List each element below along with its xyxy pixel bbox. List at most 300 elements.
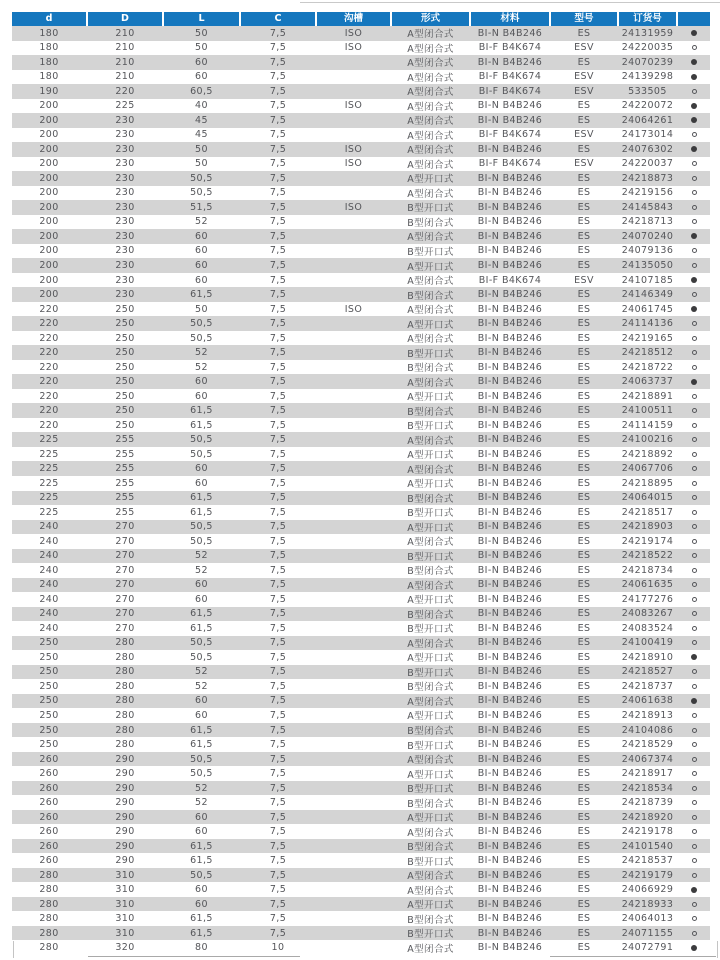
table-row (12, 244, 710, 259)
cell-form: A型开口式 (407, 769, 454, 781)
col-header-C: C (241, 12, 315, 26)
cell-d: 220 (39, 318, 59, 330)
cell-C: 7,5 (269, 680, 287, 692)
cell-d: 260 (39, 797, 59, 809)
cell-model: ES (577, 927, 591, 939)
cell-form: B型开口式 (407, 784, 454, 796)
availability-dot-icon (692, 45, 697, 50)
cell-availability (678, 897, 710, 912)
cell-model: ES (577, 579, 591, 591)
cell-C: 7,5 (269, 361, 287, 373)
cell-order-number: 24071155 (621, 927, 674, 939)
cell-order-number: 24218722 (621, 361, 674, 373)
availability-dot-icon (692, 568, 697, 573)
cell-C: 7,5 (269, 869, 287, 881)
availability-dot-icon (692, 582, 697, 587)
availability-dot-icon (691, 146, 697, 152)
cell-D: 290 (115, 797, 135, 809)
availability-dot-icon (692, 452, 697, 457)
cell-model: ES (577, 622, 591, 634)
cell-D: 225 (115, 100, 135, 112)
cell-C: 7,5 (269, 884, 287, 896)
cell-availability (678, 186, 710, 201)
cell-order-number: 24061635 (621, 579, 674, 591)
cell-order-number: 24100216 (621, 434, 674, 446)
cell-C: 7,5 (269, 100, 287, 112)
cell-D: 290 (115, 768, 135, 780)
cell-C: 7,5 (269, 840, 287, 852)
cell-material: BI-N B4B246 (477, 680, 543, 692)
cell-form: B型开口式 (407, 624, 454, 636)
cell-C: 7,5 (269, 651, 287, 663)
availability-dot-icon (692, 466, 697, 471)
cell-model: ES (577, 608, 591, 620)
availability-dot-icon (691, 306, 697, 312)
cell-groove (317, 781, 390, 796)
cell-L: 50,5 (190, 637, 213, 649)
cell-order-number: 24218529 (621, 739, 674, 751)
cell-C: 7,5 (269, 172, 287, 184)
cell-L: 50,5 (190, 332, 213, 344)
table-row (12, 389, 710, 404)
cell-C: 7,5 (269, 289, 287, 301)
cell-d: 225 (39, 463, 59, 475)
cell-d: 200 (39, 274, 59, 286)
cell-model: ES (577, 898, 591, 910)
cell-availability (678, 520, 710, 535)
cell-L: 60 (195, 376, 208, 388)
table-row (12, 316, 710, 331)
cell-availability (678, 723, 710, 738)
table-row (12, 142, 710, 157)
cell-D: 280 (115, 651, 135, 663)
cell-D: 250 (115, 332, 135, 344)
cell-order-number: 24114159 (621, 419, 674, 431)
cell-d: 280 (39, 927, 59, 939)
cell-L: 50,5 (190, 521, 213, 533)
cell-material: BI-N B4B246 (477, 564, 543, 576)
cell-D: 270 (115, 579, 135, 591)
availability-dot-icon (692, 219, 697, 224)
cell-order-number: 24145843 (621, 201, 674, 213)
table-row (12, 26, 710, 41)
table-row (12, 679, 710, 694)
table-row (12, 665, 710, 680)
cell-order-number: 24107185 (621, 274, 674, 286)
cell-model: ES (577, 797, 591, 809)
table-row (12, 926, 710, 941)
cell-D: 280 (115, 666, 135, 678)
cell-L: 52 (195, 550, 208, 562)
cell-d: 180 (39, 71, 59, 83)
cell-L: 52 (195, 361, 208, 373)
table-row (12, 374, 710, 389)
cell-groove: ISO (344, 100, 363, 112)
cell-d: 280 (39, 869, 59, 881)
table-row (12, 403, 710, 418)
cell-d: 225 (39, 506, 59, 518)
cell-groove (317, 897, 390, 912)
cell-model: ES (577, 477, 591, 489)
cell-form: A型闭合式 (407, 638, 454, 650)
table-row (12, 476, 710, 491)
table-row (12, 578, 710, 593)
availability-dot-icon (692, 728, 697, 733)
cell-d: 250 (39, 666, 59, 678)
cell-groove (317, 345, 390, 360)
cell-availability (678, 55, 710, 70)
availability-dot-icon (692, 539, 697, 544)
table-row (12, 171, 710, 186)
cell-C: 7,5 (269, 448, 287, 460)
cell-material: BI-N B4B246 (477, 289, 543, 301)
cell-material: BI-N B4B246 (477, 724, 543, 736)
cell-model: ES (577, 739, 591, 751)
availability-dot-icon (692, 873, 697, 878)
cell-L: 61,5 (190, 289, 213, 301)
cell-form: B型闭合式 (407, 798, 454, 810)
cell-d: 200 (39, 129, 59, 141)
cell-groove (317, 447, 390, 462)
cell-D: 250 (115, 303, 135, 315)
cell-L: 60 (195, 709, 208, 721)
cell-L: 50 (195, 303, 208, 315)
cell-C: 7,5 (269, 927, 287, 939)
cell-availability (678, 331, 710, 346)
cell-D: 270 (115, 564, 135, 576)
cell-groove (317, 186, 390, 201)
cell-C: 7,5 (269, 753, 287, 765)
page-right-edge-tick (717, 941, 718, 958)
cell-groove (317, 824, 390, 839)
cell-L: 50 (195, 158, 208, 170)
cell-groove (317, 665, 390, 680)
cell-availability (678, 200, 710, 215)
cell-groove (317, 882, 390, 897)
cell-model: ES (577, 840, 591, 852)
cell-material: BI-N B4B246 (477, 593, 543, 605)
cell-D: 210 (115, 42, 135, 54)
cell-C: 7,5 (269, 797, 287, 809)
cell-C: 7,5 (269, 405, 287, 417)
cell-model: ES (577, 187, 591, 199)
cell-D: 280 (115, 695, 135, 707)
cell-d: 260 (39, 811, 59, 823)
cell-D: 280 (115, 739, 135, 751)
availability-dot-icon (692, 829, 697, 834)
availability-dot-icon (692, 524, 697, 529)
cell-d: 250 (39, 680, 59, 692)
cell-availability (678, 752, 710, 767)
table-row (12, 868, 710, 883)
cell-d: 240 (39, 550, 59, 562)
cell-form: A型闭合式 (407, 755, 454, 767)
table-row (12, 70, 710, 85)
cell-material: BI-N B4B246 (477, 739, 543, 751)
cell-order-number: 24067374 (621, 753, 674, 765)
table-row (12, 84, 710, 99)
table-row (12, 911, 710, 926)
cell-material: BI-N B4B246 (477, 27, 543, 39)
cell-d: 260 (39, 768, 59, 780)
availability-dot-icon (692, 321, 697, 326)
cell-d: 260 (39, 782, 59, 794)
cell-D: 250 (115, 390, 135, 402)
cell-material: BI-N B4B246 (477, 884, 543, 896)
cell-C: 7,5 (269, 492, 287, 504)
cell-model: ES (577, 942, 591, 954)
cell-L: 61,5 (190, 913, 213, 925)
availability-dot-icon (692, 263, 697, 268)
cell-material: BI-N B4B246 (477, 143, 543, 155)
cell-groove: ISO (344, 27, 363, 39)
availability-dot-icon (691, 117, 697, 123)
cell-d: 220 (39, 361, 59, 373)
cell-material: BI-N B4B246 (477, 826, 543, 838)
cell-C: 7,5 (269, 622, 287, 634)
table-row (12, 549, 710, 564)
cell-order-number: 24218537 (621, 855, 674, 867)
cell-C: 7,5 (269, 855, 287, 867)
cell-C: 7,5 (269, 187, 287, 199)
cell-availability (678, 534, 710, 549)
table-row (12, 113, 710, 128)
cell-material: BI-N B4B246 (477, 637, 543, 649)
cell-availability (678, 882, 710, 897)
availability-dot-icon (692, 132, 697, 137)
cell-material: BI-N B4B246 (477, 260, 543, 271)
cell-order-number: 24219165 (621, 332, 674, 344)
cell-availability (678, 157, 710, 172)
cell-order-number: 24066929 (621, 884, 674, 896)
cell-material: BI-N B4B246 (477, 622, 543, 634)
cell-groove (317, 273, 390, 288)
cell-groove (317, 853, 390, 868)
cell-C: 7,5 (269, 811, 287, 823)
cell-D: 230 (115, 187, 135, 199)
cell-availability (678, 824, 710, 839)
cell-availability (678, 737, 710, 752)
cell-model: ES (577, 695, 591, 707)
cell-C: 7,5 (269, 550, 287, 562)
cell-C: 7,5 (269, 898, 287, 910)
cell-material: BI-N B4B246 (477, 709, 543, 721)
cell-groove (317, 55, 390, 70)
cell-order-number: 24218933 (621, 898, 674, 910)
cell-form: A型闭合式 (407, 377, 454, 389)
cell-groove (317, 403, 390, 418)
cell-groove (317, 461, 390, 476)
table-row (12, 781, 710, 796)
cell-form: A型闭合式 (407, 276, 454, 288)
cell-model: ES (577, 230, 591, 242)
cell-C: 7,5 (269, 42, 287, 54)
cell-form: A型闭合式 (407, 435, 454, 447)
cell-order-number: 24218527 (621, 666, 674, 678)
cell-availability (678, 316, 710, 331)
cell-order-number: 24061638 (621, 695, 674, 707)
table-row (12, 621, 710, 636)
cell-model: ES (577, 637, 591, 649)
cell-d: 200 (39, 260, 59, 271)
cell-L: 45 (195, 129, 208, 141)
table-row (12, 940, 710, 955)
cell-d: 200 (39, 230, 59, 242)
cell-material: BI-N B4B246 (477, 361, 543, 373)
cell-groove (317, 491, 390, 506)
cell-form: B型闭合式 (407, 914, 454, 926)
cell-form: A型开口式 (407, 450, 454, 462)
cell-L: 52 (195, 782, 208, 794)
cell-order-number: 24220035 (621, 42, 674, 54)
cell-model: ESV (574, 274, 594, 286)
cell-order-number: 24218873 (621, 172, 674, 184)
cell-model: ES (577, 216, 591, 228)
cell-model: ES (577, 303, 591, 315)
cell-availability (678, 665, 710, 680)
cell-form: A型开口式 (407, 900, 454, 912)
cell-order-number: 24219178 (621, 826, 674, 838)
cell-model: ES (577, 172, 591, 184)
cell-d: 240 (39, 521, 59, 533)
table-bottom-border-left (88, 956, 300, 957)
cell-material: BI-N B4B246 (477, 318, 543, 330)
cell-d: 180 (39, 56, 59, 68)
cell-availability (678, 258, 710, 273)
availability-dot-icon (691, 654, 697, 660)
cell-groove: ISO (344, 303, 363, 315)
availability-dot-icon (691, 887, 697, 893)
cell-d: 200 (39, 114, 59, 126)
cell-groove (317, 389, 390, 404)
cell-model: ES (577, 463, 591, 475)
table-row (12, 723, 710, 738)
cell-form: A型闭合式 (407, 827, 454, 839)
cell-material: BI-N B4B246 (477, 172, 543, 184)
cell-order-number: 24064015 (621, 492, 674, 504)
cell-material: BI-N B4B246 (477, 114, 543, 126)
cell-material: BI-N B4B246 (477, 550, 543, 562)
cell-form: A型开口式 (407, 813, 454, 825)
cell-material: BI-F B4K674 (478, 158, 542, 170)
cell-availability (678, 128, 710, 143)
cell-model: ES (577, 361, 591, 373)
cell-C: 7,5 (269, 85, 287, 97)
cell-D: 310 (115, 869, 135, 881)
cell-C: 7,5 (269, 695, 287, 707)
cell-material: BI-N B4B246 (477, 448, 543, 460)
availability-dot-icon (692, 553, 697, 558)
cell-d: 250 (39, 651, 59, 663)
table-row (12, 592, 710, 607)
cell-D: 280 (115, 724, 135, 736)
cell-L: 50 (195, 42, 208, 54)
cell-d: 220 (39, 405, 59, 417)
cell-model: ES (577, 680, 591, 692)
cell-L: 60 (195, 56, 208, 68)
table-row (12, 766, 710, 781)
table-header (12, 12, 710, 26)
cell-groove (317, 940, 390, 955)
cell-model: ES (577, 492, 591, 504)
cell-groove (317, 723, 390, 738)
table-row (12, 520, 710, 535)
col-header-availability (678, 12, 710, 26)
availability-dot-icon (692, 495, 697, 500)
cell-availability (678, 650, 710, 665)
cell-order-number: 24067706 (621, 463, 674, 475)
availability-dot-icon (692, 89, 697, 94)
cell-d: 200 (39, 172, 59, 184)
table-row (12, 157, 710, 172)
cell-d: 200 (39, 216, 59, 228)
cell-form: A型闭合式 (407, 29, 454, 41)
col-header-order-number: 订货号 (619, 12, 676, 26)
cell-C: 7,5 (269, 332, 287, 344)
cell-form: A型闭合式 (407, 334, 454, 346)
cell-order-number: 24220037 (621, 158, 674, 170)
cell-d: 200 (39, 100, 59, 112)
availability-dot-icon (692, 205, 697, 210)
cell-model: ES (577, 318, 591, 330)
cell-groove (317, 708, 390, 723)
cell-d: 180 (39, 27, 59, 39)
cell-groove (317, 607, 390, 622)
table-row (12, 897, 710, 912)
cell-groove (317, 128, 390, 143)
cell-material: BI-N B4B246 (477, 347, 543, 359)
cell-L: 60,5 (190, 85, 213, 97)
cell-C: 7,5 (269, 506, 287, 518)
cell-availability (678, 26, 710, 41)
cell-form: B型开口式 (407, 667, 454, 679)
cell-D: 220 (115, 85, 135, 97)
availability-dot-icon (692, 858, 697, 863)
availability-dot-icon (692, 684, 697, 689)
cell-order-number: 24218517 (621, 506, 674, 518)
cell-availability (678, 911, 710, 926)
cell-order-number: 24139298 (621, 71, 674, 83)
cell-order-number: 24218891 (621, 390, 674, 402)
cell-model: ES (577, 768, 591, 780)
cell-availability (678, 244, 710, 259)
cell-L: 40 (195, 100, 208, 112)
cell-form: B型闭合式 (407, 726, 454, 737)
cell-L: 61,5 (190, 622, 213, 634)
cell-form: A型闭合式 (407, 58, 454, 70)
cell-L: 50 (195, 143, 208, 155)
availability-dot-icon (692, 640, 697, 645)
cell-availability (678, 795, 710, 810)
cell-C: 7,5 (269, 71, 287, 83)
cell-order-number: 24219179 (621, 869, 674, 881)
cell-D: 290 (115, 855, 135, 867)
cell-C: 7,5 (269, 201, 287, 213)
cell-model: ES (577, 405, 591, 417)
cell-order-number: 24218910 (621, 651, 674, 663)
cell-material: BI-N B4B246 (477, 477, 543, 489)
cell-d: 220 (39, 303, 59, 315)
availability-dot-icon (692, 394, 697, 399)
cell-groove (317, 549, 390, 564)
cell-model: ES (577, 782, 591, 794)
cell-D: 210 (115, 56, 135, 68)
table-row (12, 694, 710, 709)
cell-form: A型闭合式 (407, 130, 454, 142)
cell-groove (317, 113, 390, 128)
cell-d: 200 (39, 289, 59, 301)
cell-material: BI-N B4B246 (477, 651, 543, 663)
